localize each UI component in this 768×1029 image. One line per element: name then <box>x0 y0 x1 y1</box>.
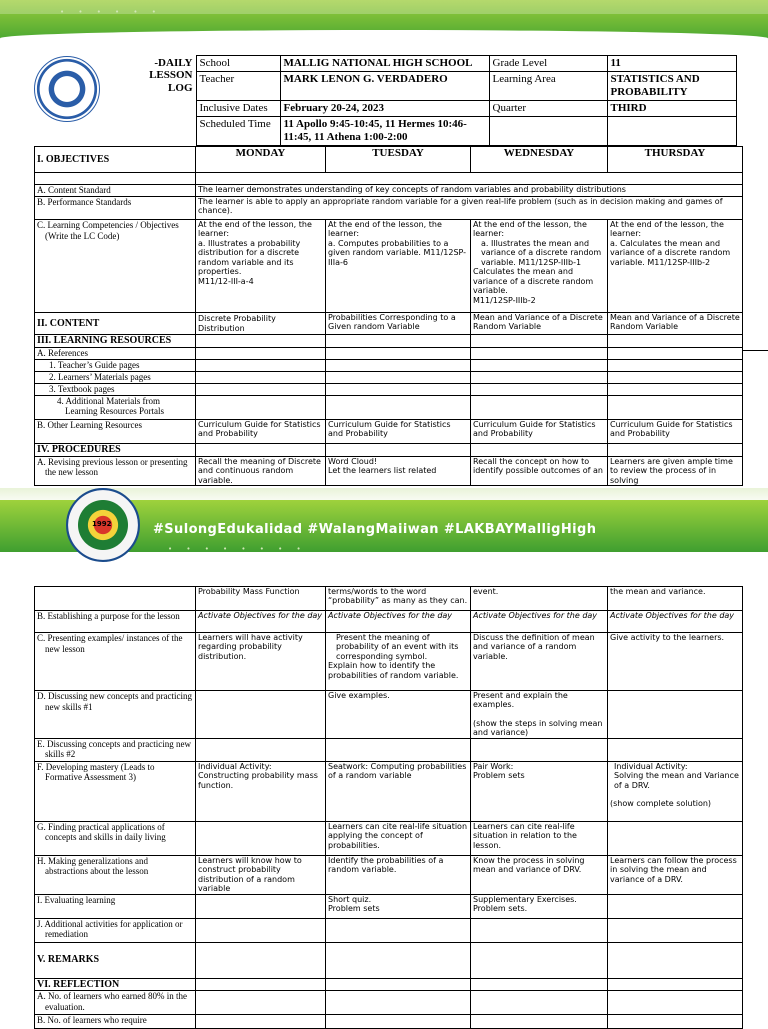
dates-value: February 20-24, 2023 <box>280 100 489 116</box>
quarter-value: THIRD <box>607 100 736 116</box>
content-monday: Discrete Probability Distribution <box>196 313 326 335</box>
time-value: 11 Apollo 9:45-10:45, 11 Hermes 10:46-11:45, 11 Athena 1:00-2:00 <box>280 116 489 145</box>
examples-monday: Learners will have activity regarding probability distribution. <box>196 633 326 691</box>
header-table <box>34 55 737 146</box>
content-wednesday: Mean and Variance of a Discrete Random Variable <box>471 313 608 335</box>
examples-thursday: Give activity to the learners. <box>608 633 743 691</box>
mastery-label: F. Developing mastery (Leads to Formative Assessment 3) <box>35 761 196 821</box>
revising-thursday: Learners are given ample time to review the process of in solving <box>608 456 743 485</box>
purpose-thursday: Activate Objectives for the day <box>608 611 743 633</box>
practical-label: G. Finding practical applications of concepts and skills in daily living <box>35 821 196 855</box>
additional-materials-label: 4. Additional Materials from Learning Resources Portals <box>35 395 196 419</box>
continued-monday: Probability Mass Function <box>196 587 326 611</box>
examples-wednesday: Discuss the definition of mean and variance of a random variable. <box>471 633 608 691</box>
competencies-label: C. Learning Competencies / Objectives (Write the LC Code) <box>35 220 196 313</box>
school-label: School <box>196 56 280 72</box>
banner-dots-mid: • • • • • • • • <box>168 545 307 553</box>
continued-tuesday: terms/words to the word “probability” as many as they can. <box>326 587 471 611</box>
generalization-thursday: Learners can follow the process in solving the mean and variance of a DRV. <box>608 855 743 894</box>
dates-label: Inclusive Dates <box>196 100 280 116</box>
performance-standards-text: The learner is able to apply an appropriate random variable for a given real-life problem (such as in decision making and games of chance). <box>196 197 743 220</box>
evaluating-wednesday: Supplementary Exercises. Problem sets. <box>471 894 608 918</box>
revising-label: A. Revising previous lesson or presenting the new lesson <box>35 456 196 485</box>
revising-monday: Recall the meaning of Discrete and continuous random variable. <box>196 456 326 485</box>
generalization-label: H. Making generalizations and abstractions about the lesson <box>35 855 196 894</box>
competency-thursday: At the end of the lesson, the learner: a. Calculates the mean and variance of a discrete random variable. M11/12SP-IIIb-2 <box>608 220 743 313</box>
competency-tuesday: At the end of the lesson, the learner: a. Computes probabilities to a given random variable. M11/12SP-IIIa-6 <box>326 220 471 313</box>
reflection-b-label: B. No. of learners who require <box>35 1015 196 1029</box>
remarks-heading: V. REMARKS <box>35 942 196 978</box>
teacher-value: MARK LENON G. VERDADERO <box>280 71 489 100</box>
purpose-monday: Activate Objectives for the day <box>196 611 326 633</box>
discussing2-label: E. Discussing concepts and practicing new skills #2 <box>35 738 196 761</box>
other-monday: Curriculum Guide for Statistics and Probability <box>196 419 326 443</box>
discussing1-label: D. Discussing new concepts and practicing new skills #1 <box>35 691 196 739</box>
textbook-pages-label: 3. Textbook pages <box>35 383 196 395</box>
quarter-label: Quarter <box>489 100 607 116</box>
revising-wednesday: Recall the concept on how to identify possible outcomes of an <box>471 456 608 485</box>
teacher-label: Teacher <box>196 71 280 100</box>
content-thursday: Mean and Variance of a Discrete Random Variable <box>608 313 743 335</box>
lesson-table-page1 <box>34 146 743 486</box>
reflection-heading: VI. REFLECTION <box>35 978 196 991</box>
other-resources-label: B. Other Learning Resources <box>35 419 196 443</box>
generalization-wednesday: Know the process in solving mean and variance of DRV. <box>471 855 608 894</box>
school-value: MALLIG NATIONAL HIGH SCHOOL <box>280 56 489 72</box>
competency-wednesday: At the end of the lesson, the learner: a. Illustrates the mean and variance of a discrete random variable. M11/12SP-IIIb-1 Calculates the mean and variance of a discrete random variable. M11/12SP-IIIb-2 <box>471 220 608 313</box>
performance-standards-label: B. Performance Standards <box>35 197 196 220</box>
continued-thursday: the mean and variance. <box>608 587 743 611</box>
examples-tuesday: Present the meaning of probability of an event with its corresponding symbol. Explain how to identify the probabilities of random variable. <box>326 633 471 691</box>
lesson-table-page2 <box>34 586 743 1029</box>
day-monday: MONDAY <box>196 147 326 173</box>
practical-tuesday: Learners can cite real-life situation applying the concept of probabilities. <box>326 821 471 855</box>
examples-label: C. Presenting examples/ instances of the new lesson <box>35 633 196 691</box>
content-standard-label: A. Content Standard <box>35 185 196 197</box>
procedures-heading: IV. PROCEDURES <box>35 443 196 456</box>
teachers-guide-label: 1. Teacher’s Guide pages <box>35 359 196 371</box>
purpose-label: B. Establishing a purpose for the lesson <box>35 611 196 633</box>
mastery-tuesday: Seatwork: Computing probabilities of a random variable <box>326 761 471 821</box>
references-label: A. References <box>35 347 196 359</box>
discussing1-tuesday: Give examples. <box>326 691 471 739</box>
learners-materials-label: 2. Learners’ Materials pages <box>35 371 196 383</box>
daily-lesson-log-title: -DAILY LESSON LOG <box>149 56 193 95</box>
other-tuesday: Curriculum Guide for Statistics and Probability <box>326 419 471 443</box>
competency-monday: At the end of the lesson, the learner: a. Illustrates a probability distribution for a discrete random variable and its properties. M11/12-III-a-4 <box>196 220 326 313</box>
purpose-wednesday: Activate Objectives for the day <box>471 611 608 633</box>
practical-wednesday: Learners can cite real-life situation in relation to the lesson. <box>471 821 608 855</box>
top-banner <box>0 0 768 40</box>
objectives-heading: I. OBJECTIVES <box>35 147 196 173</box>
day-wednesday: WEDNESDAY <box>471 147 608 173</box>
reflection-a-label: A. No. of learners who earned 80% in the evaluation. <box>35 991 196 1015</box>
other-wednesday: Curriculum Guide for Statistics and Probability <box>471 419 608 443</box>
purpose-tuesday: Activate Objectives for the day <box>326 611 471 633</box>
evaluating-tuesday: Short quiz. Problem sets <box>326 894 471 918</box>
generalization-monday: Learners will know how to construct probability distribution of a random variable <box>196 855 326 894</box>
content-tuesday: Probabilities Corresponding to a Given random Variable <box>326 313 471 335</box>
additional-activities-label: J. Additional activities for application or remediation <box>35 918 196 942</box>
time-label: Scheduled Time <box>196 116 280 145</box>
content-standard-text: The learner demonstrates understanding of key concepts of random variables and probability distributions <box>196 185 743 197</box>
mastery-monday: Individual Activity: Constructing probability mass function. <box>196 761 326 821</box>
banner-hashtags: #SulongEdukalidad #WalangMaiiwan #LAKBAYMalligHigh <box>153 522 597 537</box>
mastery-thursday: Individual Activity: Solving the mean and Variance of a DRV. (show complete solution) <box>608 761 743 821</box>
learning-resources-heading: III. LEARNING RESOURCES <box>35 335 196 348</box>
area-label: Learning Area <box>489 71 607 100</box>
mallig-high-seal-logo: 1992 <box>66 488 140 562</box>
area-value: STATISTICS AND PROBABILITY <box>607 71 736 100</box>
discussing1-wednesday: Present and explain the examples. (show the steps in solving mean and variance) <box>471 691 608 739</box>
content-heading: II. CONTENT <box>35 313 196 335</box>
generalization-tuesday: Identify the probabilities of a random variable. <box>326 855 471 894</box>
day-tuesday: TUESDAY <box>326 147 471 173</box>
evaluating-label: I. Evaluating learning <box>35 894 196 918</box>
grade-label: Grade Level <box>489 56 607 72</box>
overflow-rule <box>742 350 768 351</box>
day-thursday: THURSDAY <box>608 147 743 173</box>
other-thursday: Curriculum Guide for Statistics and Probability <box>608 419 743 443</box>
banner-dots: • • • • • • <box>60 8 162 16</box>
mastery-wednesday: Pair Work: Problem sets <box>471 761 608 821</box>
revising-tuesday: Word Cloud! Let the learners list related <box>326 456 471 485</box>
continued-wednesday: event. <box>471 587 608 611</box>
grade-value: 11 <box>607 56 736 72</box>
